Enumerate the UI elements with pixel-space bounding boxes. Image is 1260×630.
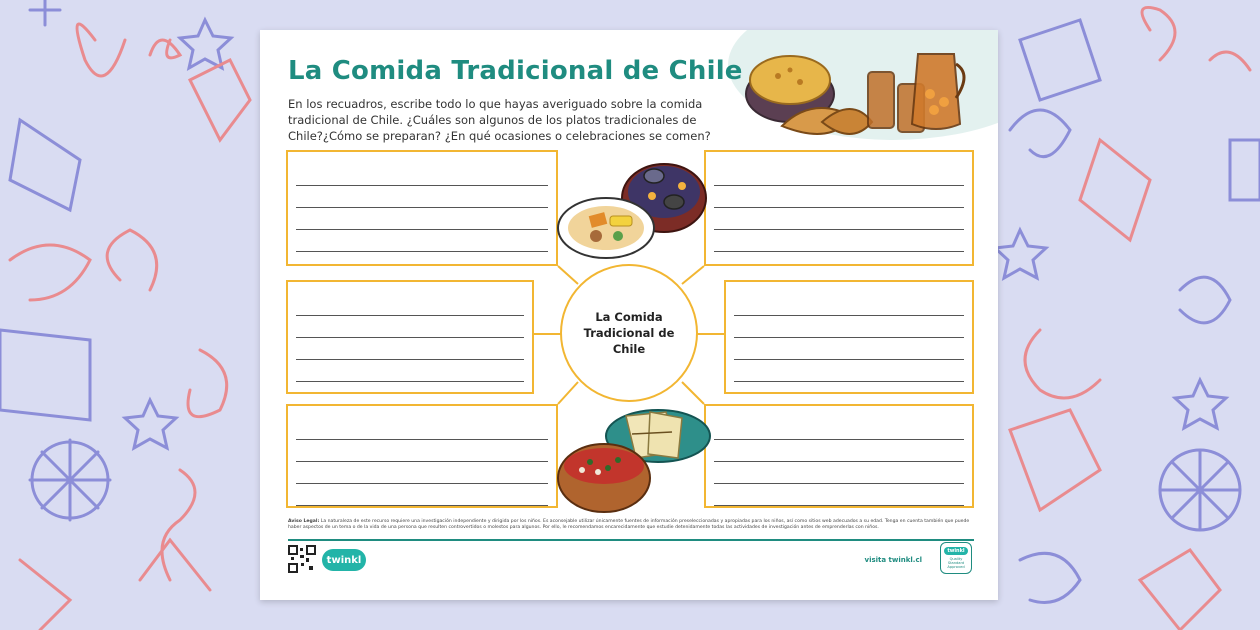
writing-box-middle-left[interactable]: [286, 280, 534, 394]
writing-box-top-right[interactable]: [704, 150, 974, 266]
drink-jug-icon: [868, 54, 964, 132]
writing-box-bottom-left[interactable]: [286, 404, 558, 508]
badge-brand: twinkl: [944, 547, 967, 555]
writing-box-top-left[interactable]: [286, 150, 558, 266]
twinkl-logo[interactable]: twinkl: [322, 549, 366, 571]
legal-notice: [288, 519, 974, 531]
writing-box-middle-right[interactable]: [724, 280, 974, 394]
food-seafood-cazuela-illustration: [556, 150, 708, 262]
worksheet-title: La Comida Tradicional de Chile: [288, 56, 743, 86]
food-humitas-pebre-illustration: [554, 398, 714, 520]
badge-caption: Quality Standard Approved: [947, 557, 965, 569]
qr-code-icon[interactable]: [288, 545, 316, 573]
visit-link[interactable]: visita twinkl.cl: [864, 556, 922, 564]
center-topic-circle: [560, 264, 698, 402]
worksheet-page: [260, 30, 998, 600]
legal-text: La naturaleza de este recurso requiere una investigación independiente y dirigida por los niños. Es aconsejable utilizar únicamente fuentes de información preseleccionadas y apropiadas para los niños, así como sitios web adecuados a su edad. Tenga en cuenta también que puede haber aspectos de un tema o de la vida de una persona que resulten controvertidos o molestos para algunos. Por ello, le recomendamos encarecidamente que estudie detenidamente todas las actividades de investigación antes de emprenderlas con niños.: [288, 519, 970, 531]
legal-heading: Aviso Legal:: [288, 519, 320, 524]
food-cazuela-icon: [558, 198, 654, 258]
food-pebre-icon: [558, 444, 650, 512]
footer-divider: [288, 539, 974, 541]
quality-badge: [940, 542, 972, 574]
food-header-illustrations: [742, 44, 972, 154]
instructions-text: En los recuadros, escribe todo lo que hayas averiguado sobre la comida tradicional de Chile. ¿Cuáles son algunos de los platos tradicionales de Chile?¿Cómo se preparan? ¿En qué ocasiones o celebraciones se comen?: [288, 97, 711, 143]
center-topic-label: La Comida Tradicional de Chile: [583, 310, 675, 356]
writing-box-bottom-right[interactable]: [704, 404, 974, 508]
